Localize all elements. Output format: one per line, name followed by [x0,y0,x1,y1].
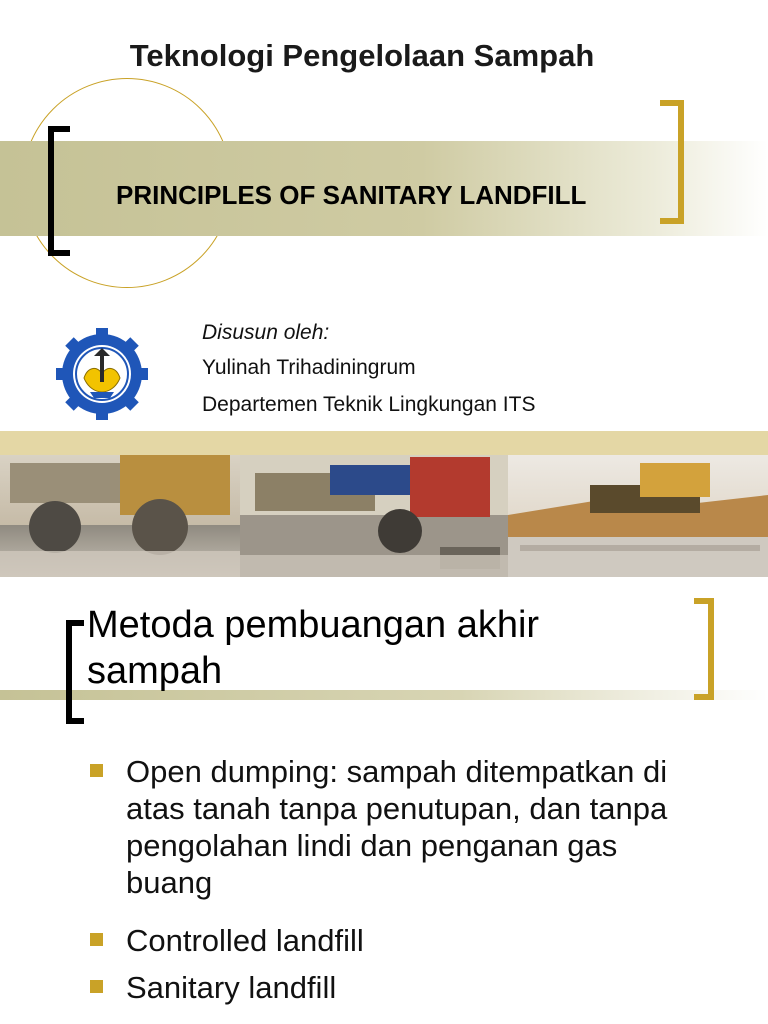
right-bracket [660,100,684,224]
landfill-photo-strip [0,455,768,577]
heading-left-bracket [66,620,84,724]
credits-department: Departemen Teknik Lingkungan ITS [202,393,536,416]
left-bracket [48,126,70,256]
bullet-square-icon [90,764,103,777]
section-heading: Metoda pembuangan akhir sampah [87,604,540,692]
credits-author: Yulinah Trihadiningrum [202,356,416,379]
bullet-text: Open dumping: sampah ditempatkan di atas tanah tanpa penutupan, dan tanpa pengolahan lindi dan penganan gas buang [126,754,668,900]
bullet-text: Controlled landfill [126,923,364,958]
photo-band [0,431,768,455]
subtitle: PRINCIPLES OF SANITARY LANDFILL [116,180,587,210]
its-logo-icon [54,326,150,422]
heading-right-bracket [694,598,714,700]
bullet-item [90,922,710,959]
bullet-item [90,969,710,1006]
bullet-item [90,753,710,901]
slide-title: Teknologi Pengelolaan Sampah [129,38,595,73]
credits-label: Disusun oleh: [202,321,330,344]
bullet-square-icon [90,980,103,993]
bullet-square-icon [90,933,103,946]
bullet-text: Sanitary landfill [126,970,337,1005]
